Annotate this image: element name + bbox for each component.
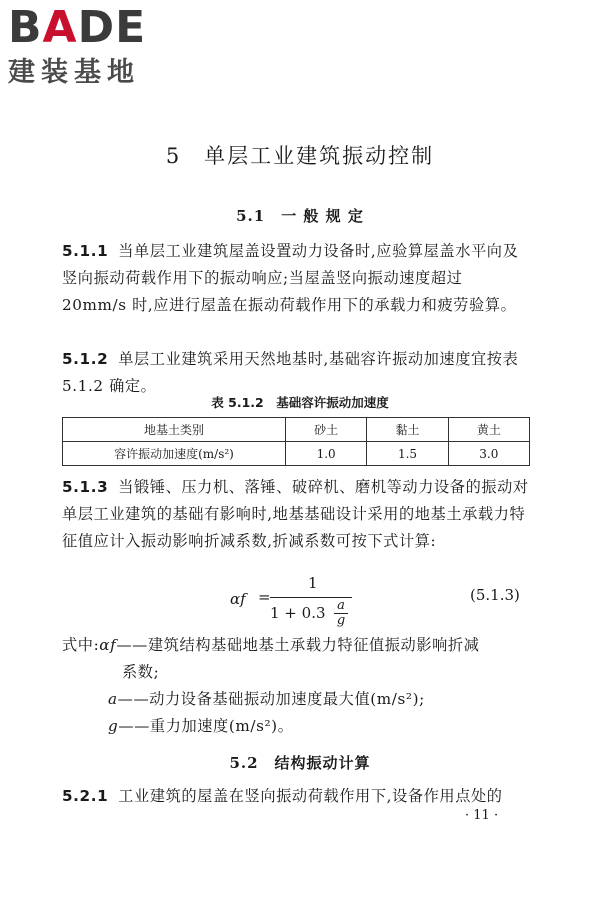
chapter-title: 5 单层工业建筑振动控制 (165, 144, 435, 168)
table-cell: 3.0 (448, 442, 529, 466)
table-row (63, 442, 530, 466)
acceleration-table (62, 417, 530, 466)
where-symbol: g (108, 717, 119, 735)
section-heading-5-1: 5.1 一 般 规 定 (236, 207, 364, 225)
logo (8, 4, 146, 90)
clause-5-2-1 (62, 783, 532, 810)
where-line-1-cont: 系数; (122, 663, 160, 681)
formula-numerator: 1 (308, 574, 318, 592)
table-header-cell: 黄土 (448, 418, 529, 442)
clause-number: 5.1.3 (62, 478, 109, 496)
where-line-1 (62, 632, 480, 659)
clause-5-1-3 (62, 474, 532, 555)
table-header-row (63, 418, 530, 442)
clause-5-1-1 (62, 238, 532, 319)
where-symbol: αf (99, 636, 117, 654)
where-line-3 (108, 713, 293, 740)
page-number: · 11 · (465, 808, 499, 823)
table-cell: 1.5 (367, 442, 448, 466)
table-header-cell: 地基土类别 (63, 418, 286, 442)
clause-text: 单层工业建筑采用天然地基时,基础容许振动加速度宜按表 5.1.2 确定。 (62, 350, 519, 395)
where-dash: —— (118, 717, 150, 735)
logo-letter-a: A (42, 2, 78, 53)
where-symbol: a (108, 690, 118, 708)
formula-denominator: 1 + 0.3 (270, 604, 326, 622)
inner-numerator: a (337, 598, 345, 613)
table-header-cell: 砂土 (286, 418, 367, 442)
logo-letter-b: B (8, 2, 43, 53)
clause-text: 工业建筑的屋盖在竖向振动荷载作用下,设备作用点处的 (118, 787, 503, 805)
where-dash: —— (117, 690, 150, 708)
table-header-cell: 黏土 (367, 418, 448, 442)
where-lead: 式中: (62, 636, 100, 654)
logo-chinese: 建装基地 (8, 57, 140, 88)
where-dash: —— (116, 636, 148, 654)
table-cell: 容许振动加速度(m/s²) (63, 442, 286, 466)
clause-5-1-2 (62, 346, 532, 400)
clause-number: 5.1.2 (62, 350, 109, 368)
formula-equals: = (258, 588, 271, 606)
logo-letters-de: DE (77, 2, 147, 53)
clause-number: 5.1.1 (62, 242, 109, 260)
table-caption: 表 5.1.2 基础容许振动加速度 (211, 395, 389, 410)
where-desc: 建筑结构基础地基土承载力特征值振动影响折减 (147, 636, 480, 654)
formula-label: (5.1.3) (470, 586, 520, 604)
clause-text: 当单层工业建筑屋盖设置动力设备时,应验算屋盖水平向及竖向振动荷载作用下的振动响应;当屋盖竖向振动速度超过 20mm/s 时,应进行屋盖在振动荷载作用下的承载力和疲劳验算。 (62, 242, 519, 314)
inner-denominator: g (334, 613, 348, 628)
formula-inner-fraction (334, 599, 348, 628)
formula-5-1-3 (230, 574, 550, 634)
where-line-2 (108, 686, 425, 713)
formula-lhs: αf (230, 590, 246, 608)
section-heading-5-2: 5.2 结构振动计算 (229, 754, 371, 772)
table-cell: 1.0 (286, 442, 367, 466)
where-desc: 动力设备基础振动加速度最大值(m/s²); (149, 690, 425, 708)
clause-text: 当锻锤、压力机、落锤、破碎机、磨机等动力设备的振动对单层工业建筑的基础有影响时,地基基础设计采用的地基土承载力特征值应计入振动影响折减系数,折减系数可按下式计算: (62, 478, 529, 550)
logo-wordmark (8, 4, 146, 52)
where-desc: 重力加速度(m/s²)。 (149, 717, 294, 735)
clause-number: 5.2.1 (62, 787, 109, 805)
